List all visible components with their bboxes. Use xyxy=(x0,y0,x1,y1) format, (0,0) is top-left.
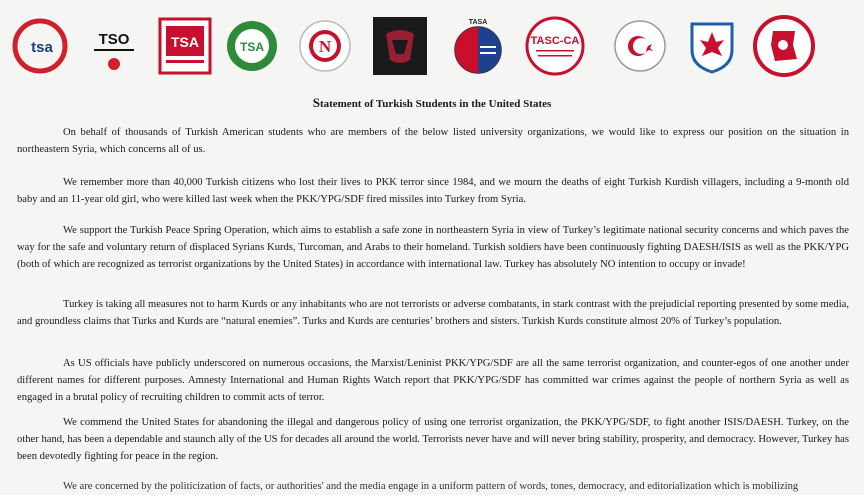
paragraph-5-text: As US officials have publicly underscored on numerous occasions, the Marxist/Leninist PKK/YPG/SDF are all the same terrorist organization, and counter-egos of one another under different names for different purposes. Amnesty International and Human Rights Watch report that PKK/YPG/SDF has committed war crimes against the people of northern Syria as well as engaged in a brutal policy of recruiting children to commit acts of terror. xyxy=(17,358,849,403)
paragraph-1 xyxy=(17,124,849,158)
logo-strip xyxy=(12,16,852,78)
tasc-ca-logo xyxy=(527,16,583,76)
svg-text:tsa: tsa xyxy=(31,39,53,56)
paragraph-5 xyxy=(17,355,849,406)
paragraph-6 xyxy=(17,414,849,465)
tsa-turkish-student-association-logo xyxy=(157,16,213,76)
cutoff-line xyxy=(17,478,849,492)
tsa-texas-logo xyxy=(12,16,68,76)
svg-text:TSO: TSO xyxy=(98,31,130,48)
svg-text:TSA: TSA xyxy=(171,34,199,50)
svg-text:TSA: TSA xyxy=(240,40,264,54)
title-rest: tatement of Turkish Students in the United States xyxy=(319,98,552,110)
wsu-cougar-logo xyxy=(372,16,428,76)
crescent-star-club-logo xyxy=(612,16,668,76)
turkish-club-n-logo xyxy=(297,16,353,76)
paragraph-6-text: We commend the United States for abandoning the illegal and dangerous policy of using one terrorist organization, the PKK/YPG/SDF, to fight another ISIS/DAESH. Turkey, on the other hand, has been a dependable and staunch ally of the US for decades all around the world. Terrorists never have and will never bring stability, prosperity, and democracy. However, Turkey has been devotedly fighting for peace in the region. xyxy=(17,417,849,462)
paragraph-1-text: On behalf of thousands of Turkish American students who are members of the below listed university organizations, we would like to express our position on the situation in northeastern Syria, which concerns all of us. xyxy=(17,127,849,155)
tasa-logo xyxy=(450,16,506,76)
title-initial: S xyxy=(312,95,320,110)
paragraph-2-text: We remember more than 40,000 Turkish citizens who lost their lives to PKK terror since 1984, and we mourn the deaths of eight Turkish Kurdish villagers, including a 9-month old baby and an 11-year old girl, who were killed last week when the PKK/YPG/SDF fired missiles into Turkey from Syria. xyxy=(17,177,849,205)
paragraph-4-text: Turkey is taking all measures not to harm Kurds or any inhabitants who are not terrorists or adverse combatants, in stark contrast with the prejudicial reporting presented by some media, and groundless claims that Turks and Kurds are “natural enemies”. Turks and Kurds are centuries’ brothers and sisters. Turkish Kurds constitute almost 20% of Turkey’s population. xyxy=(17,299,849,327)
statement-title xyxy=(0,95,864,111)
tso-logo xyxy=(86,16,142,76)
paragraph-3 xyxy=(17,222,849,273)
svg-text:TASC-CA: TASC-CA xyxy=(530,35,580,47)
cutoff-line-text: We are concerned by the politicization of facts, or authorities' and the media engage in a uniform pattern of words, tones, democracy, and editorialization which is mobilizing xyxy=(63,481,799,492)
svg-text:N: N xyxy=(318,37,332,56)
turkish-students-association-red-logo xyxy=(756,16,812,76)
paragraph-4 xyxy=(17,296,849,330)
maple-crescent-logo xyxy=(684,16,740,76)
turkish-student-association-green-logo xyxy=(224,16,280,76)
paragraph-2 xyxy=(17,174,849,208)
paragraph-3-text: We support the Turkish Peace Spring Operation, which aims to establish a safe zone in northeastern Syria in view of Turkey’s legitimate national security concerns and which paves the way for the safe and voluntary return of displaced Syrians Kurds, Turcoman, and Arabs to their homeland. Turkish soldiers have been continuously fighting DAESH/ISIS as well as the PKK/YPG (both of which are recognized as terrorist organizations by the United States) in accordance with international law. Turkey has absolutely NO intention to occupy or invade! xyxy=(17,225,849,270)
svg-text:TASA: TASA xyxy=(468,19,488,26)
